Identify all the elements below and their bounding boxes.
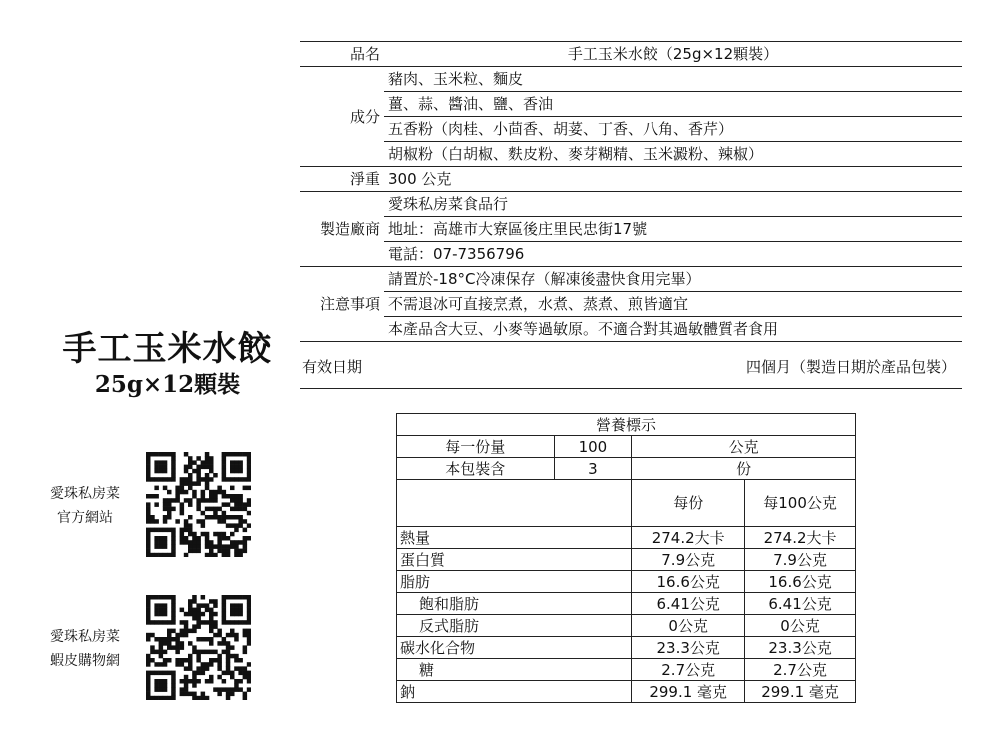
product-info-table bbox=[300, 41, 962, 389]
expiry-label: 有效日期 bbox=[300, 342, 384, 389]
qr-label bbox=[30, 625, 140, 673]
expiry-value: 四個月（製造日期於產品包裝） bbox=[384, 342, 962, 389]
nutrient-per-serving: 274.2大卡 bbox=[632, 527, 745, 549]
qr-code-icon[interactable] bbox=[146, 595, 251, 700]
nutrient-name: 脂肪 bbox=[397, 571, 632, 593]
servings-label: 本包裝含 bbox=[397, 458, 555, 480]
nutrient-per-100g: 299.1 毫克 bbox=[745, 681, 856, 703]
maker-line: 愛珠私房菜食品行 bbox=[384, 192, 962, 217]
nutrition-row bbox=[397, 593, 856, 615]
nutrition-row bbox=[397, 637, 856, 659]
servings-value: 3 bbox=[554, 458, 632, 480]
servings-unit: 份 bbox=[632, 458, 856, 480]
nutrient-per-100g: 16.6公克 bbox=[745, 571, 856, 593]
weight-value: 300 公克 bbox=[384, 167, 962, 192]
nutrition-title: 營養標示 bbox=[397, 414, 856, 436]
nutrient-per-100g: 6.41公克 bbox=[745, 593, 856, 615]
nutrient-per-100g: 23.3公克 bbox=[745, 637, 856, 659]
col-per-100g: 每100公克 bbox=[745, 480, 856, 527]
weight-label: 淨重 bbox=[300, 167, 384, 192]
name-value: 手工玉米水餃（25g×12顆裝） bbox=[384, 42, 962, 67]
qr-shopee-store[interactable] bbox=[30, 595, 260, 705]
nutrient-per-100g: 2.7公克 bbox=[745, 659, 856, 681]
maker-label: 製造廠商 bbox=[300, 192, 384, 267]
nutrient-per-serving: 299.1 毫克 bbox=[632, 681, 745, 703]
nutrient-per-serving: 23.3公克 bbox=[632, 637, 745, 659]
nutrient-name: 反式脂肪 bbox=[397, 615, 632, 637]
serving-unit: 公克 bbox=[632, 436, 856, 458]
ingredient-line: 五香粉（肉桂、小茴香、胡荽、丁香、八角、香芹） bbox=[384, 117, 962, 142]
ingredients-label: 成分 bbox=[300, 67, 384, 167]
product-subtitle: 25g×12顆裝 bbox=[94, 371, 241, 398]
ingredient-line: 豬肉、玉米粒、麵皮 bbox=[384, 67, 962, 92]
nutrient-name: 碳水化合物 bbox=[397, 637, 632, 659]
qr-label-line1: 愛珠私房菜 bbox=[50, 629, 120, 645]
nutrition-table bbox=[396, 413, 856, 703]
nutrition-row bbox=[397, 659, 856, 681]
nutrient-per-serving: 7.9公克 bbox=[632, 549, 745, 571]
note-line: 不需退冰可直接烹煮，水煮、蒸煮、煎皆適宜 bbox=[384, 292, 962, 317]
nutrition-row bbox=[397, 681, 856, 703]
ingredient-line: 胡椒粉（白胡椒、麩皮粉、麥芽糊精、玉米澱粉、辣椒） bbox=[384, 142, 962, 167]
nutrient-per-serving: 0公克 bbox=[632, 615, 745, 637]
serving-value: 100 bbox=[554, 436, 632, 458]
nutrition-row bbox=[397, 615, 856, 637]
nutrient-per-serving: 16.6公克 bbox=[632, 571, 745, 593]
col-per-serving: 每份 bbox=[632, 480, 745, 527]
nutrient-name: 熱量 bbox=[397, 527, 632, 549]
ingredient-line: 薑、蒜、醬油、鹽、香油 bbox=[384, 92, 962, 117]
note-line: 本產品含大豆、小麥等過敏原。不適合對其過敏體質者食用 bbox=[384, 317, 962, 342]
nutrient-per-100g: 0公克 bbox=[745, 615, 856, 637]
nutrient-per-100g: 7.9公克 bbox=[745, 549, 856, 571]
nutrient-name: 飽和脂肪 bbox=[397, 593, 632, 615]
qr-label-line2: 蝦皮購物網 bbox=[50, 653, 120, 669]
qr-code-icon[interactable] bbox=[146, 452, 251, 557]
nutrient-per-serving: 6.41公克 bbox=[632, 593, 745, 615]
nutrient-name: 蛋白質 bbox=[397, 549, 632, 571]
nutrition-row bbox=[397, 571, 856, 593]
name-label: 品名 bbox=[300, 42, 384, 67]
nutrient-name: 糖 bbox=[397, 659, 632, 681]
maker-line: 地址：高雄市大寮區後庄里民忠街17號 bbox=[384, 217, 962, 242]
nutrition-row bbox=[397, 527, 856, 549]
product-title-block bbox=[40, 328, 295, 400]
nutrient-per-100g: 274.2大卡 bbox=[745, 527, 856, 549]
qr-label-line2: 官方網站 bbox=[57, 510, 113, 526]
serving-label: 每一份量 bbox=[397, 436, 555, 458]
qr-label-line1: 愛珠私房菜 bbox=[50, 486, 120, 502]
nutrient-per-serving: 2.7公克 bbox=[632, 659, 745, 681]
notes-label: 注意事項 bbox=[300, 267, 384, 342]
product-title: 手工玉米水餃 bbox=[62, 329, 273, 369]
nutrition-header-blank bbox=[397, 480, 632, 527]
maker-line: 電話：07-7356796 bbox=[384, 242, 962, 267]
nutrient-name: 鈉 bbox=[397, 681, 632, 703]
qr-label bbox=[30, 482, 140, 530]
qr-official-site[interactable] bbox=[30, 452, 260, 562]
nutrition-row bbox=[397, 549, 856, 571]
note-line: 請置於-18°C冷凍保存（解凍後盡快食用完畢） bbox=[384, 267, 962, 292]
